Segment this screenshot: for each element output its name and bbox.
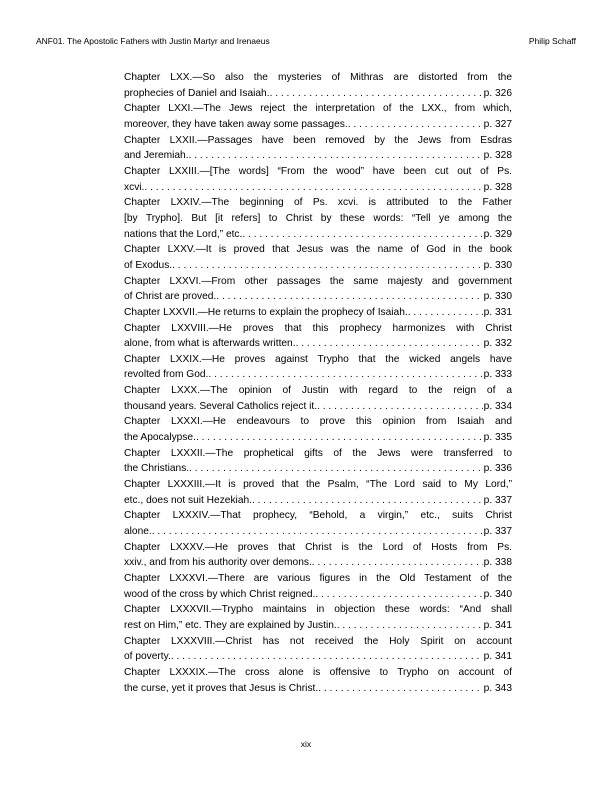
toc-entry[interactable]: [124, 70, 512, 101]
dot-leader: [337, 618, 483, 634]
dot-leader: [408, 305, 483, 321]
toc-entry-page-ref[interactable]: p. 328: [483, 181, 512, 193]
toc-entry-page-ref[interactable]: p. 341: [483, 651, 512, 663]
toc-entry-last-line: [124, 587, 512, 603]
toc-entry-line: Chapter LXXXIV.—That prophecy, “Behold, a virgin,” etc., suits Christ: [124, 510, 512, 522]
toc-entry[interactable]: [124, 634, 512, 665]
toc-entry-line: [by Trypho]. But [it refers] to Christ by these words: “Tell ye among the: [124, 212, 512, 224]
toc-entry-last-line: [124, 461, 512, 477]
dot-leader: [270, 86, 483, 102]
toc-entry-text: the Christians.: [124, 463, 190, 475]
toc-entry-page-ref[interactable]: p. 336: [483, 463, 512, 475]
dot-leader: [216, 289, 482, 305]
header-book-title: ANF01. The Apostolic Fathers with Justin Martyr and Irenaeus: [36, 36, 270, 46]
toc-entry[interactable]: [124, 101, 512, 132]
toc-entry-line: Chapter LXXXIII.—It is proved that the Psalm, “The Lord said to My Lord,”: [124, 479, 512, 491]
toc-entry-line: Chapter LXXIV.—The beginning of Ps. xcvi. is attributed to the Father: [124, 197, 512, 209]
toc-entry-page-ref[interactable]: p. 333: [483, 369, 512, 381]
toc-entry-text: the curse, yet it proves that Jesus is Christ.: [124, 682, 319, 694]
toc-entry[interactable]: [124, 383, 512, 414]
toc-entry[interactable]: [124, 508, 512, 539]
toc-entry-page-ref[interactable]: p. 329: [483, 228, 512, 240]
toc-entry-text: revolted from God.: [124, 369, 209, 381]
toc-entry[interactable]: [124, 602, 512, 633]
toc-entry-line: Chapter LXXXVIII.—Christ has not received the Holy Spirit on account: [124, 635, 512, 647]
toc-entry-last-line: [124, 555, 512, 571]
toc-entry-page-ref[interactable]: p. 327: [483, 118, 512, 130]
toc-entry-text: nations that the Lord,” etc.: [124, 228, 243, 240]
toc-entry-page-ref[interactable]: p. 338: [483, 557, 512, 569]
toc-entry-line: Chapter LXX.—So also the mysteries of Mithras are distorted from the: [124, 72, 512, 83]
toc-entry-text: prophecies of Daniel and Isaiah.: [124, 87, 270, 99]
toc-entry[interactable]: [124, 195, 512, 242]
toc-entry-text: etc., does not suit Hezekiah.: [124, 494, 252, 506]
running-header: [36, 36, 576, 46]
dot-leader: [252, 493, 483, 509]
dot-leader: [348, 117, 483, 133]
toc-entry-page-ref[interactable]: p. 341: [483, 619, 512, 631]
toc-entry-page-ref[interactable]: p. 330: [483, 291, 512, 303]
dot-leader: [152, 524, 483, 540]
toc-entry-text: xxiv., and from his authority over demons.: [124, 557, 312, 569]
toc-entry-text: of poverty.: [124, 651, 171, 663]
toc-entry-text: rest on Him,” etc. They are explained by Justin.: [124, 619, 337, 631]
toc-entry-line: Chapter LXXIX.—He proves against Trypho that the wicked angels have: [124, 353, 512, 365]
toc-entry[interactable]: [124, 540, 512, 571]
toc-entry-last-line: [124, 289, 512, 305]
toc-entry[interactable]: [124, 321, 512, 352]
toc-entry-last-line: [124, 367, 512, 383]
toc-entry-page-ref[interactable]: p. 331: [483, 306, 512, 318]
toc-entry-line: Chapter LXXIII.—[The words] “From the wood” have been cut out of Ps.: [124, 165, 512, 177]
toc-entry-last-line: [124, 493, 512, 509]
toc-entry-last-line: [124, 117, 512, 133]
header-author: Philip Schaff: [528, 36, 576, 46]
toc-entry-text: and Jeremiah.: [124, 150, 189, 162]
toc-entry[interactable]: [124, 305, 512, 321]
toc-entry-text: Chapter LXXVII.—He returns to explain the prophecy of Isaiah.: [124, 306, 408, 318]
toc-entry-line: Chapter LXXXV.—He proves that Christ is the Lord of Hosts from Ps.: [124, 541, 512, 553]
toc-entry-last-line: [124, 618, 512, 634]
toc-entry-text: alone.: [124, 526, 152, 538]
dot-leader: [312, 555, 483, 571]
dot-leader: [189, 461, 483, 477]
toc-entry-last-line: [124, 399, 512, 415]
toc-entry-page-ref[interactable]: p. 337: [483, 526, 512, 538]
toc-entry-last-line: [124, 227, 512, 243]
toc-entry-last-line: [124, 649, 512, 665]
toc-entry-last-line: [124, 305, 512, 321]
toc-entry-line: Chapter LXXXI.—He endeavours to prove this opinion from Isaiah and: [124, 416, 512, 428]
toc-entry-text: the Apocalypse.: [124, 432, 196, 444]
toc-entry-line: Chapter LXXXII.—The prophetical gifts of the Jews were transferred to: [124, 447, 512, 459]
toc-entry-line: Chapter LXXVIII.—He proves that this prophecy harmonizes with Christ: [124, 322, 512, 334]
toc-entry-last-line: [124, 681, 512, 697]
toc-entry[interactable]: [124, 352, 512, 383]
toc-entry-last-line: [124, 258, 512, 274]
toc-entry-last-line: [124, 430, 512, 446]
toc-entry-text: alone, from what is afterwards written.: [124, 338, 296, 350]
toc-entry-line: Chapter LXXXVII.—Trypho maintains in objection these words: “And shall: [124, 604, 512, 616]
toc-entry-line: Chapter LXXXVI.—There are various figures in the Old Testament of the: [124, 573, 512, 584]
dot-leader: [189, 148, 483, 164]
toc-entry-text: of Exodus.: [124, 259, 173, 271]
toc-entry-text: of Christ are proved.: [124, 291, 217, 303]
dot-leader: [196, 430, 483, 446]
toc-entry-line: Chapter LXXX.—The opinion of Justin with regard to the reign of a: [124, 385, 512, 397]
dot-leader: [242, 227, 482, 243]
toc-entry-page-ref[interactable]: p. 334: [483, 400, 512, 412]
toc-entry[interactable]: [124, 665, 512, 696]
toc-entry-page-ref[interactable]: p. 337: [483, 494, 512, 506]
toc-entry-text: thousand years. Several Catholics reject it.: [124, 400, 318, 412]
dot-leader: [171, 649, 483, 665]
toc-entry-last-line: [124, 180, 512, 196]
dot-leader: [315, 587, 482, 603]
toc-entry-page-ref[interactable]: p. 343: [483, 682, 512, 694]
toc-entry-line: Chapter LXXVI.—From other passages the same majesty and government: [124, 275, 512, 287]
toc-entry[interactable]: [124, 274, 512, 305]
toc-entry-line: Chapter LXXII.—Passages have been removed by the Jews from Esdras: [124, 134, 512, 146]
dot-leader: [317, 399, 483, 415]
dot-leader: [172, 258, 483, 274]
toc-entry-line: Chapter LXXXIX.—The cross alone is offensive to Trypho on account of: [124, 666, 512, 678]
toc-entry-page-ref[interactable]: p. 335: [483, 432, 512, 444]
toc-entry[interactable]: [124, 414, 512, 445]
dot-leader: [144, 180, 482, 196]
page-number: xix: [300, 739, 312, 749]
toc-entry-page-ref[interactable]: p. 328: [483, 150, 512, 162]
dot-leader: [208, 367, 482, 383]
toc-entry-page-ref[interactable]: p. 332: [483, 338, 512, 350]
toc-entry-page-ref[interactable]: p. 340: [483, 588, 512, 600]
toc-entry-page-ref[interactable]: p. 326: [483, 87, 512, 99]
toc-entry-text: moreover, they have taken away some passages.: [124, 118, 348, 130]
toc-entry-last-line: [124, 148, 512, 164]
dot-leader: [318, 681, 482, 697]
toc-entry[interactable]: [124, 242, 512, 273]
toc-entry-line: Chapter LXXI.—The Jews reject the interpretation of the LXX., from which,: [124, 103, 512, 115]
toc-entry-text: wood of the cross by which Christ reigned.: [124, 588, 316, 600]
toc-entry-last-line: [124, 524, 512, 540]
toc-entry[interactable]: [124, 446, 512, 477]
toc-entry[interactable]: [124, 164, 512, 195]
toc-entry-text: xcvi.: [124, 181, 145, 193]
dot-leader: [296, 336, 483, 352]
toc-entry-line: Chapter LXXV.—It is proved that Jesus was the name of God in the book: [124, 244, 512, 256]
table-of-contents: [124, 70, 512, 696]
toc-entry-page-ref[interactable]: p. 330: [483, 259, 512, 271]
toc-entry-last-line: [124, 336, 512, 352]
toc-entry[interactable]: [124, 571, 512, 602]
toc-entry-last-line: [124, 86, 512, 102]
toc-entry[interactable]: [124, 133, 512, 164]
toc-entry[interactable]: [124, 477, 512, 508]
